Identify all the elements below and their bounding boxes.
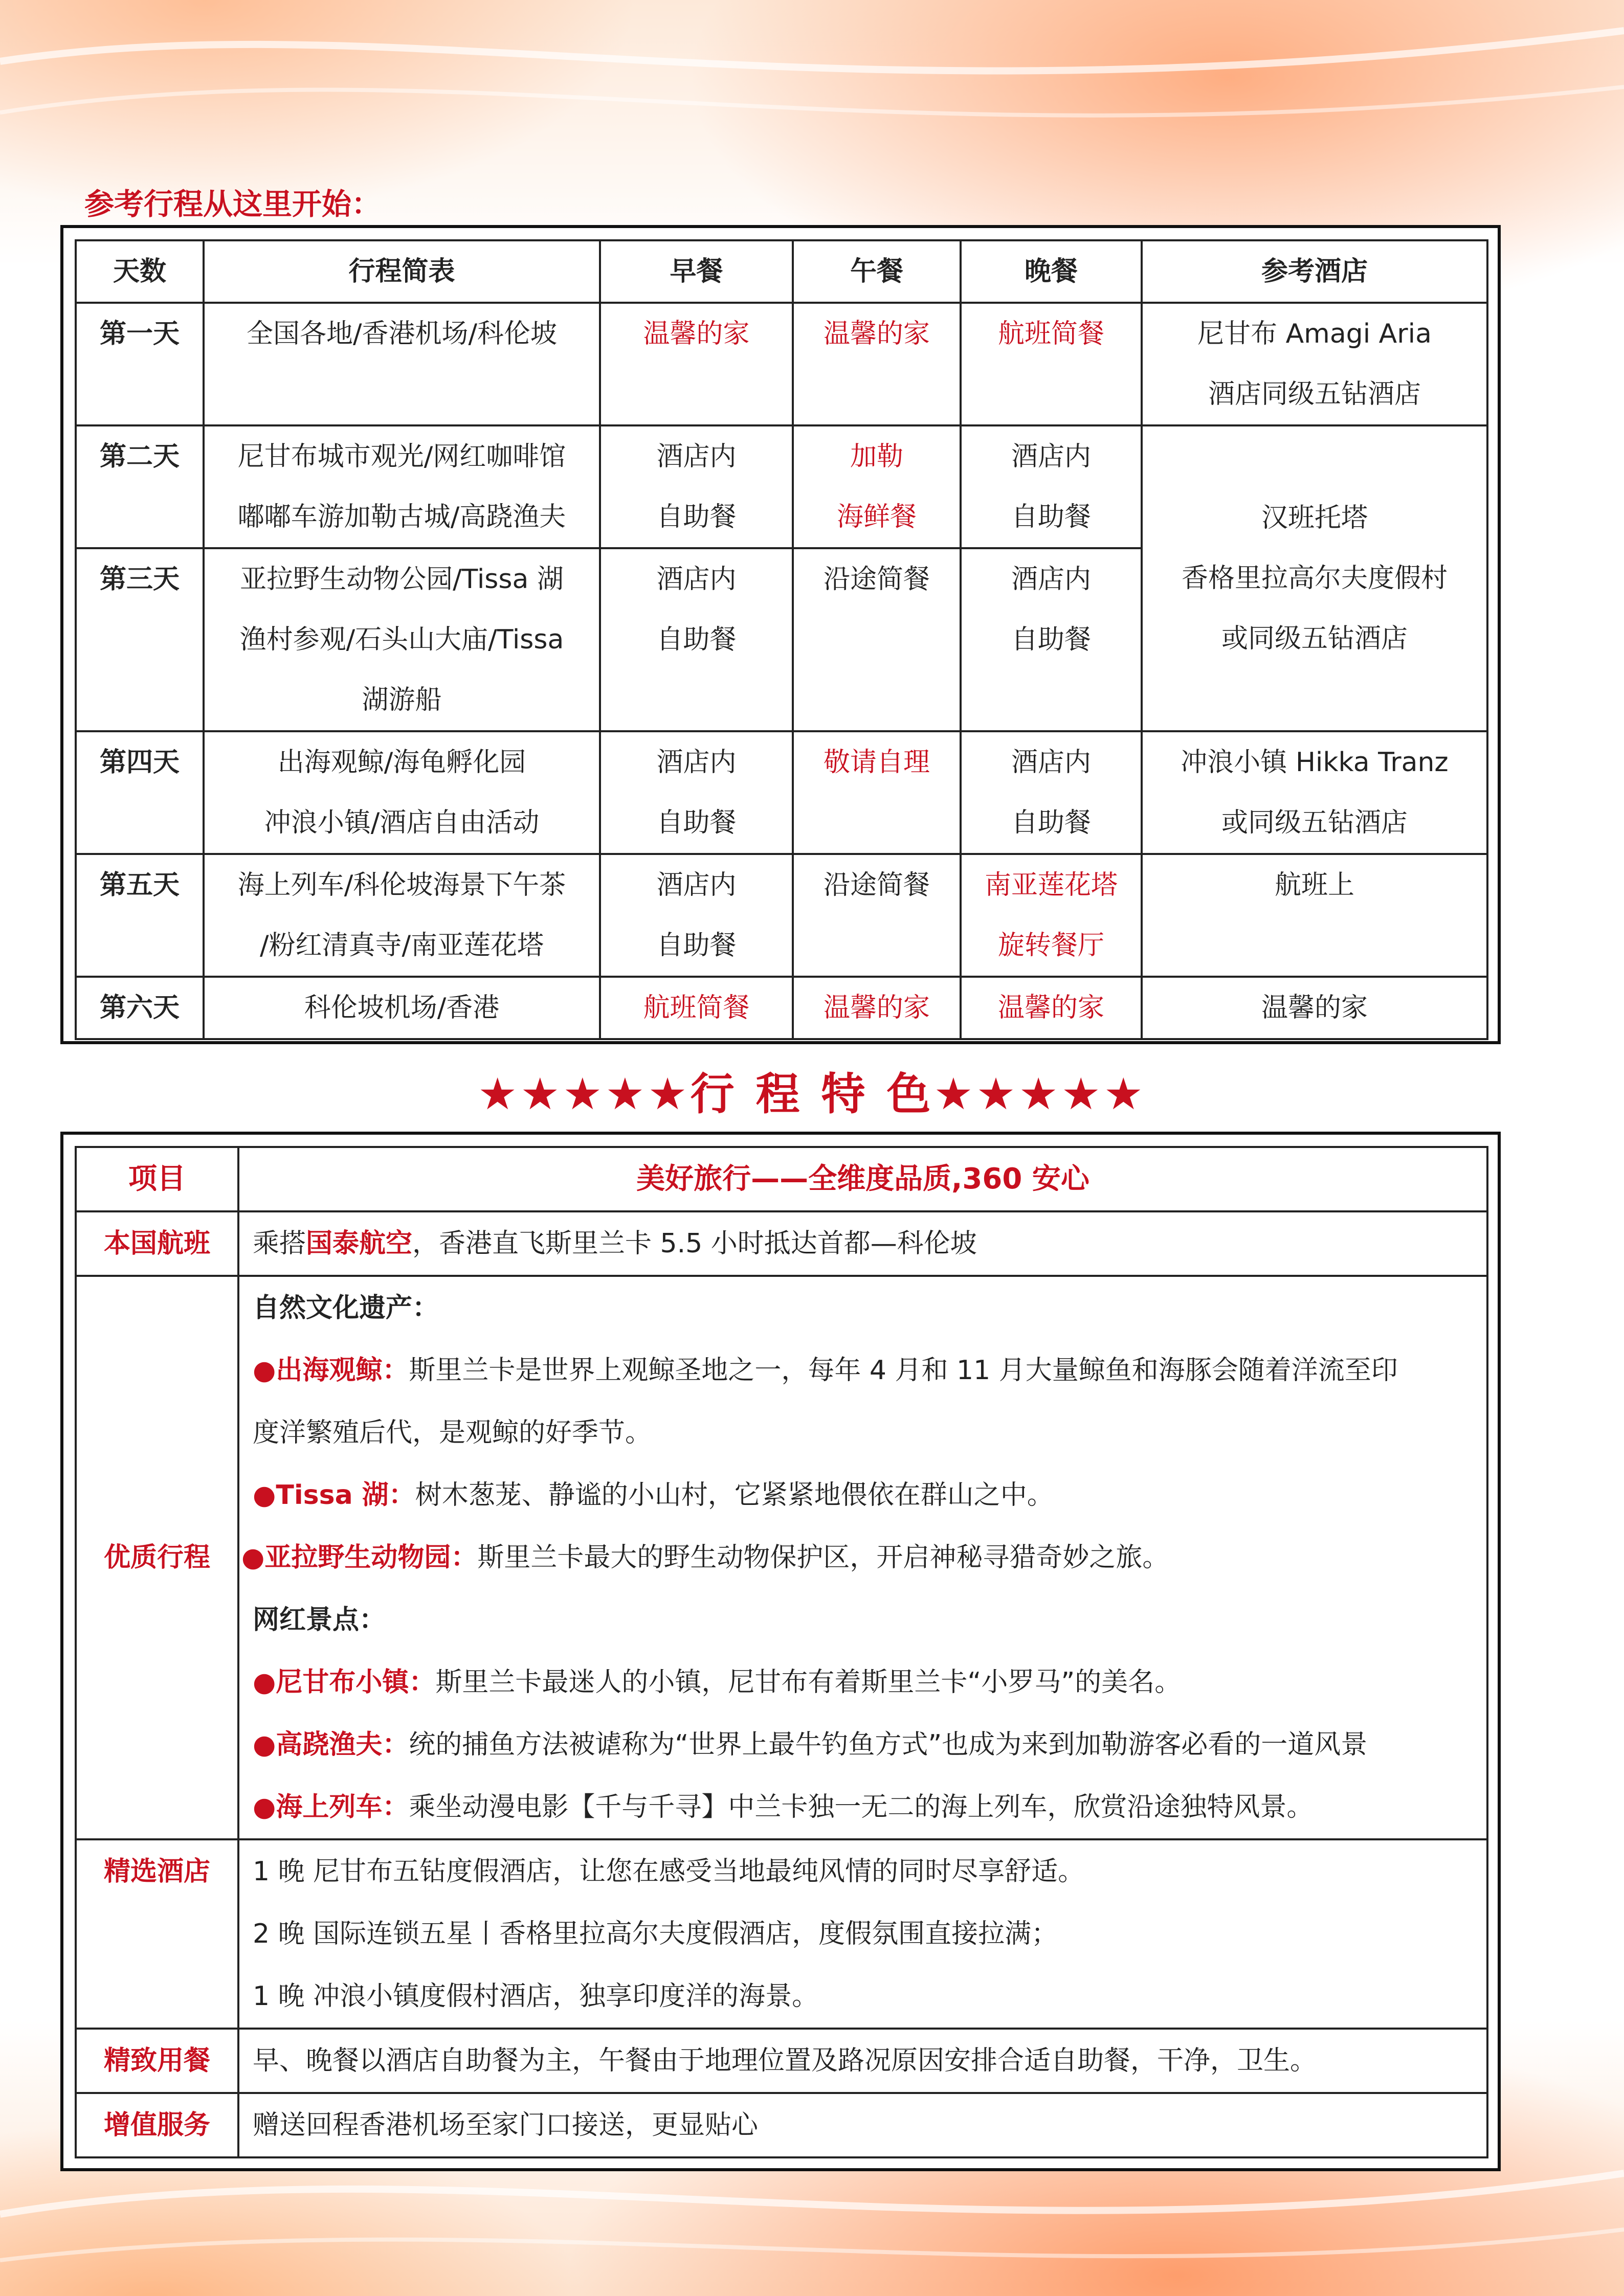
- service-cell: 赠送回程香港机场至家门口接送，更显贴心: [238, 2093, 1487, 2157]
- lunch-cell: [793, 731, 961, 854]
- meal-line: 自助餐: [656, 502, 737, 532]
- hotels-cell: [238, 1839, 1487, 2029]
- table-row: [76, 2029, 1487, 2093]
- hotel-line: 或同级五钻酒店: [1221, 807, 1408, 838]
- flight-text-post: ，香港直飞斯里兰卡 5.5 小时抵达首都—科伦坡: [412, 1228, 977, 1259]
- route-line: /粉红清真寺/南亚莲花塔: [259, 930, 544, 961]
- meal-line: 海鲜餐: [836, 502, 917, 532]
- breakfast-cell: [600, 977, 793, 1039]
- meal-line: 加勒: [850, 441, 903, 472]
- meal-line: 自助餐: [1011, 502, 1091, 532]
- breakfast-cell: [600, 303, 793, 425]
- highlight-name: ●尼甘布小镇：: [253, 1667, 436, 1698]
- route-line: 尼甘布城市观光/网红咖啡馆: [237, 441, 566, 472]
- day-label: 第四天: [76, 731, 204, 854]
- table-row: [76, 977, 1487, 1039]
- meal-line: 温馨的家: [643, 319, 750, 349]
- highlight-text: 乘坐动漫电影【千与千寻】中兰卡独一无二的海上列车，欣赏沿途独特风景。: [409, 1792, 1314, 1822]
- hotel-line: 或同级五钻酒店: [1221, 623, 1408, 654]
- hotel-cell-shared: [1142, 425, 1487, 731]
- meal-line: 酒店内: [1011, 564, 1091, 595]
- meal-line: 温馨的家: [997, 993, 1104, 1023]
- breakfast-cell: [600, 731, 793, 854]
- meal-line: 沿途简餐: [823, 870, 930, 901]
- highlight-name: ●出海观鲸：: [253, 1355, 409, 1386]
- hotel-line: 尼甘布 Amagi Aria: [1197, 319, 1432, 349]
- hotel-cell: [1142, 303, 1487, 425]
- highlight-item: [253, 1464, 1473, 1526]
- highlight-name: ●海上列车：: [253, 1792, 409, 1822]
- features-header-row: [76, 1147, 1487, 1211]
- features-title: ★★★★★行 程 特 色★★★★★: [478, 1069, 1146, 1120]
- meal-line: 航班简餐: [643, 993, 750, 1023]
- row-label-flight: 本国航班: [76, 1211, 238, 1276]
- highlight-text: 统的捕鱼方法被谑称为“世界上最牛钓鱼方式”也成为来到加勒游客必看的一道风景: [409, 1729, 1368, 1760]
- hotel-cell: [1142, 731, 1487, 854]
- meal-line: 自助餐: [1011, 624, 1091, 655]
- route-line: 渔村参观/石头山大庙/Tissa: [239, 624, 564, 655]
- dinner-cell: [961, 854, 1142, 977]
- route-line: 湖游船: [362, 685, 442, 715]
- meal-line: 酒店内: [1011, 747, 1091, 778]
- hotel-line: 温馨的家: [1261, 993, 1368, 1023]
- lunch-cell: [793, 854, 961, 977]
- highlight-item: [253, 1776, 1473, 1838]
- table-row: [76, 303, 1487, 425]
- meal-line: 酒店内: [656, 564, 737, 595]
- highlight-text: 斯里兰卡最迷人的小镇，尼甘布有着斯里兰卡“小罗马”的美名。: [435, 1667, 1182, 1698]
- meal-line: 酒店内: [656, 747, 737, 778]
- dinner-cell: [961, 425, 1142, 548]
- hotel-cell: [1142, 854, 1487, 977]
- row-label-quality: 优质行程: [76, 1276, 238, 1839]
- itinerary-header-row: [76, 240, 1487, 303]
- highlight-item: [253, 1651, 1473, 1714]
- hotel-line: 1 晚 冲浪小镇度假村酒店，独享印度洋的海景。: [253, 1981, 819, 2012]
- hotel-line: 2 晚 国际连锁五星丨香格里拉高尔夫度假酒店，度假氛围直接拉满；: [253, 1919, 1058, 1949]
- col-header-quality: 美好旅行——全维度品质,360 安心: [238, 1147, 1487, 1211]
- route-line: 亚拉野生动物公园/Tissa 湖: [240, 564, 564, 595]
- highlight-name: ●高跷渔夫：: [253, 1729, 409, 1760]
- highlight-text: 树木葱茏、静谧的小山村，它紧紧地偎依在群山之中。: [415, 1480, 1054, 1511]
- col-header-breakfast: 早餐: [600, 240, 793, 303]
- day-label: 第二天: [76, 425, 204, 548]
- airline-name: 国泰航空: [306, 1228, 413, 1259]
- route-cell: [204, 854, 600, 977]
- breakfast-cell: [600, 854, 793, 977]
- meal-line: 温馨的家: [823, 993, 930, 1023]
- hotel-line: 香格里拉高尔夫度假村: [1181, 563, 1448, 594]
- meal-line: 自助餐: [1011, 807, 1091, 838]
- meal-line: 沿途简餐: [823, 564, 930, 595]
- quality-cell: [238, 1276, 1487, 1839]
- lunch-cell: [793, 977, 961, 1039]
- flight-text-pre: 乘搭: [253, 1228, 306, 1259]
- flight-cell: [238, 1211, 1487, 1276]
- row-label-hotels: 精选酒店: [76, 1839, 238, 2029]
- highlight-item-cont: 度洋繁殖后代，是观鲸的好季节。: [253, 1417, 652, 1448]
- features-table: [75, 1146, 1488, 2158]
- route-cell: [204, 731, 600, 854]
- dinner-cell: [961, 731, 1142, 854]
- route-line: 海上列车/科伦坡海景下午茶: [237, 870, 566, 901]
- breakfast-cell: [600, 425, 793, 548]
- hotel-cell: [1142, 977, 1487, 1039]
- section-heading: 网红景点：: [253, 1605, 386, 1635]
- itinerary-table: [75, 239, 1488, 1040]
- hotel-line: 酒店同级五钻酒店: [1208, 379, 1421, 410]
- dinner-cell: [961, 977, 1142, 1039]
- col-header-dinner: 晚餐: [961, 240, 1142, 303]
- day-label: 第三天: [76, 548, 204, 731]
- meal-line: 自助餐: [656, 807, 737, 838]
- hotel-line: 汉班托塔: [1261, 503, 1368, 533]
- meal-line: 航班简餐: [997, 319, 1104, 349]
- route-cell: [204, 548, 600, 731]
- section-heading: 自然文化遗产：: [253, 1293, 439, 1323]
- lunch-cell: [793, 425, 961, 548]
- lunch-cell: [793, 303, 961, 425]
- route-cell: [204, 425, 600, 548]
- col-header-hotel: 参考酒店: [1142, 240, 1487, 303]
- meal-line: 酒店内: [656, 870, 737, 901]
- col-header-route: 行程简表: [204, 240, 600, 303]
- hotel-line: 1 晚 尼甘布五钻度假酒店，让您在感受当地最纯风情的同时尽享舒适。: [253, 1856, 1085, 1887]
- meal-line: 温馨的家: [823, 319, 930, 349]
- itinerary-start-title: 参考行程从这里开始：: [84, 187, 382, 221]
- route-line: 全国各地/香港机场/科伦坡: [246, 319, 558, 349]
- meal-line: 自助餐: [656, 930, 737, 961]
- route-line: 嘟嘟车游加勒古城/高跷渔夫: [237, 502, 566, 532]
- col-header-lunch: 午餐: [793, 240, 961, 303]
- day-label: 第五天: [76, 854, 204, 977]
- meal-line: 自助餐: [656, 624, 737, 655]
- highlight-name: ●亚拉野生动物园：: [241, 1542, 478, 1573]
- table-row: [76, 1276, 1487, 1839]
- meal-line: 南亚莲花塔: [984, 870, 1118, 901]
- route-cell: [204, 303, 600, 425]
- route-cell: [204, 977, 600, 1039]
- row-label-dining: 精致用餐: [76, 2029, 238, 2093]
- highlight-item: [241, 1526, 1473, 1589]
- highlight-item: [253, 1339, 1473, 1402]
- dinner-cell: [961, 548, 1142, 731]
- hotel-line: 冲浪小镇 Hikka Tranz: [1181, 747, 1449, 778]
- dinner-cell: [961, 303, 1142, 425]
- route-line: 科伦坡机场/香港: [304, 993, 500, 1023]
- row-label-service: 增值服务: [76, 2093, 238, 2157]
- itinerary-frame: [60, 225, 1501, 1044]
- highlight-text: 斯里兰卡最大的野生动物保护区，开启神秘寻猎奇妙之旅。: [477, 1542, 1169, 1573]
- day-label: 第六天: [76, 977, 204, 1039]
- table-row: [76, 854, 1487, 977]
- breakfast-cell: [600, 548, 793, 731]
- table-row: [76, 425, 1487, 548]
- table-row: [76, 1839, 1487, 2029]
- table-row: [76, 731, 1487, 854]
- lunch-cell: [793, 548, 961, 731]
- table-row: [76, 2093, 1487, 2157]
- route-line: 出海观鲸/海龟孵化园: [277, 747, 526, 778]
- route-line: 冲浪小镇/酒店自由活动: [264, 807, 540, 838]
- col-header-item: 项目: [76, 1147, 238, 1211]
- hotel-line: 航班上: [1274, 870, 1354, 901]
- highlight-name: ●Tissa 湖：: [253, 1480, 415, 1511]
- day-label: 第一天: [76, 303, 204, 425]
- features-frame: [60, 1132, 1501, 2171]
- dining-cell: 早、晚餐以酒店自助餐为主，午餐由于地理位置及路况原因安排合适自助餐，干净，卫生。: [238, 2029, 1487, 2093]
- meal-line: 旋转餐厅: [997, 930, 1104, 961]
- table-row: [76, 1211, 1487, 1276]
- col-header-day: 天数: [76, 240, 204, 303]
- meal-line: 敬请自理: [823, 747, 930, 778]
- highlight-text: 斯里兰卡是世界上观鲸圣地之一，每年 4 月和 11 月大量鲸鱼和海豚会随着洋流至印: [409, 1355, 1398, 1386]
- meal-line: 酒店内: [656, 441, 737, 472]
- highlight-item: [253, 1714, 1473, 1776]
- meal-line: 酒店内: [1011, 441, 1091, 472]
